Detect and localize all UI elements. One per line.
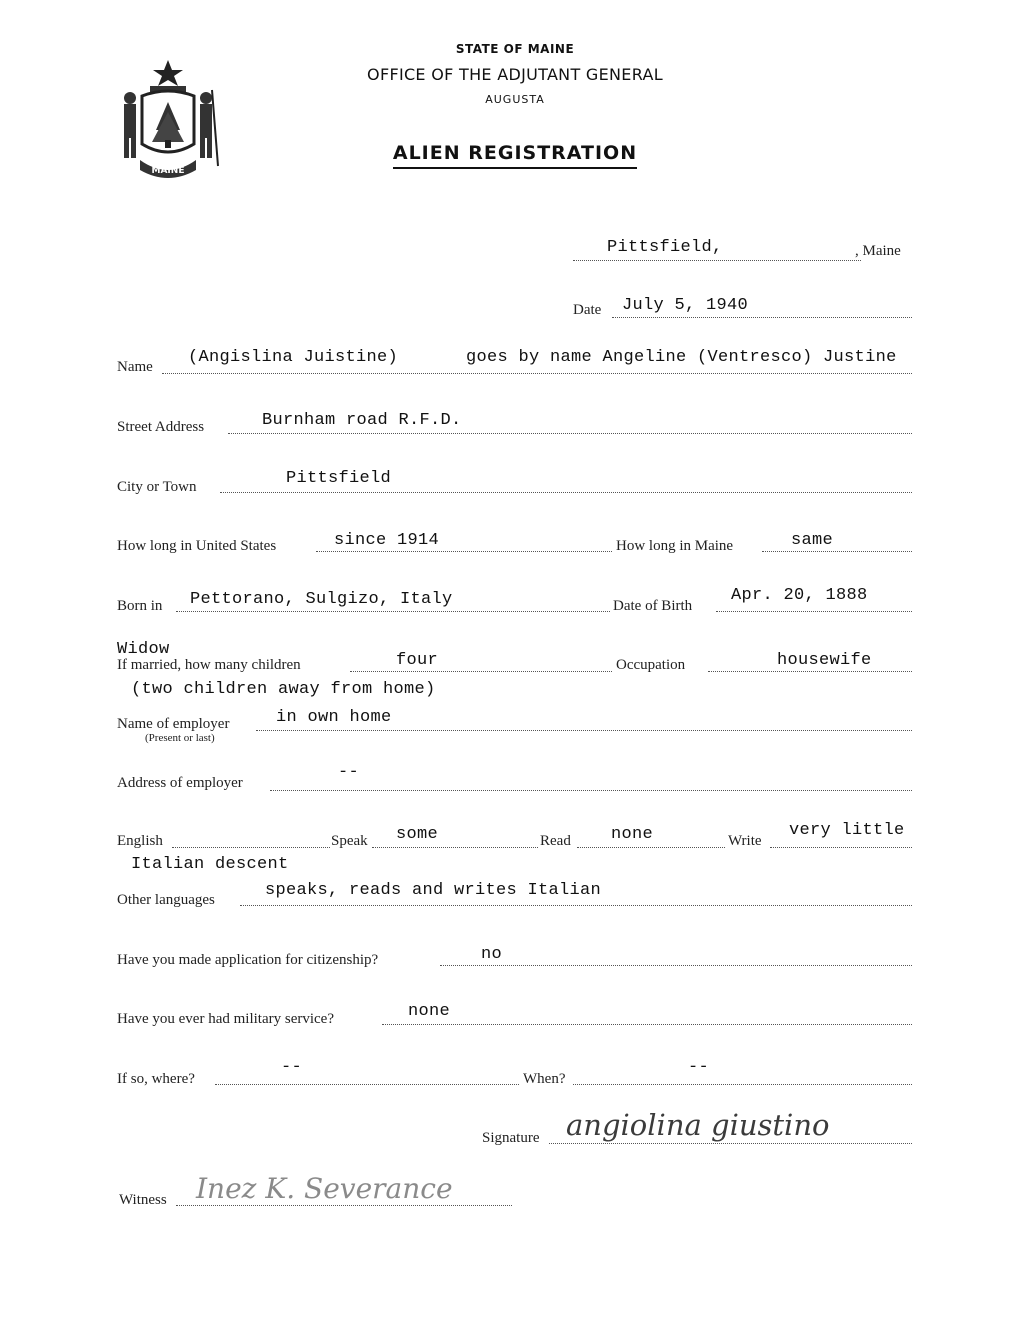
name-value: (Angislina Juistine) [188, 348, 399, 367]
witness-signature: Inez K. Severance [196, 1172, 453, 1205]
where-value: -- [281, 1058, 303, 1077]
how-long-us-value: since 1914 [334, 531, 440, 550]
name-aka-value: goes by name Angeline (Ventresco) Justine [466, 348, 897, 367]
applicant-signature: angiolina giustino [566, 1108, 830, 1142]
office-heading: OFFICE OF THE ADJUTANT GENERAL [367, 65, 663, 84]
name-label: Name [117, 359, 153, 375]
military-label: Have you ever had military service? [117, 1011, 334, 1027]
how-long-us-label: How long in United States [117, 538, 277, 554]
born-in-label: Born in [117, 598, 163, 614]
seal-banner-text: MAINE [151, 166, 185, 176]
date-value: July 5, 1940 [622, 296, 749, 315]
city-heading: AUGUSTA [485, 93, 545, 106]
marital-note: Widow [117, 640, 170, 659]
born-in-value: Pettorano, Sulgizo, Italy [190, 590, 453, 609]
read-label: Read [540, 833, 571, 849]
street-value: Burnham road R.F.D. [262, 411, 462, 430]
where-label: If so, where? [117, 1071, 195, 1087]
town-value: Pittsfield, [607, 238, 723, 257]
employer-address-value: -- [338, 763, 360, 782]
citizenship-value: no [481, 945, 503, 964]
married-label: If married, how many children [117, 657, 301, 673]
when-label: When? [523, 1071, 566, 1087]
employer-address-label: Address of employer [117, 775, 243, 791]
date-label: Date [573, 302, 602, 318]
citizenship-label: Have you made application for citizenship? [117, 952, 379, 968]
english-label: English [117, 833, 163, 849]
write-label: Write [728, 833, 762, 849]
employer-sublabel: (Present or last) [145, 732, 215, 744]
maine-label: , Maine [855, 243, 901, 259]
how-long-maine-value: same [791, 531, 834, 550]
speak-label: Speak [331, 833, 368, 849]
write-value: very little [789, 821, 905, 840]
state-heading: STATE OF MAINE [455, 42, 575, 56]
employer-value: in own home [276, 708, 392, 727]
dob-label: Date of Birth [613, 598, 693, 614]
read-value: none [611, 825, 654, 844]
witness-label: Witness [119, 1192, 167, 1208]
city-value: Pittsfield [286, 469, 392, 488]
when-value: -- [688, 1058, 710, 1077]
document-title: ALIEN REGISTRATION [0, 142, 1024, 164]
city-label: City or Town [117, 479, 197, 495]
children-note: (two children away from home) [131, 680, 436, 699]
military-value: none [408, 1002, 451, 1021]
employer-label: Name of employer [117, 716, 230, 732]
street-label: Street Address [117, 419, 205, 435]
speak-value: some [396, 825, 439, 844]
occupation-value: housewife [777, 651, 872, 670]
occupation-label: Occupation [616, 657, 686, 673]
descent-note: Italian descent [131, 855, 289, 874]
signature-label: Signature [482, 1130, 540, 1146]
dob-value: Apr. 20, 1888 [731, 586, 868, 605]
other-languages-label: Other languages [117, 892, 215, 908]
children-value: four [396, 651, 439, 670]
other-languages-value: speaks, reads and writes Italian [265, 881, 602, 900]
how-long-maine-label: How long in Maine [616, 538, 734, 554]
